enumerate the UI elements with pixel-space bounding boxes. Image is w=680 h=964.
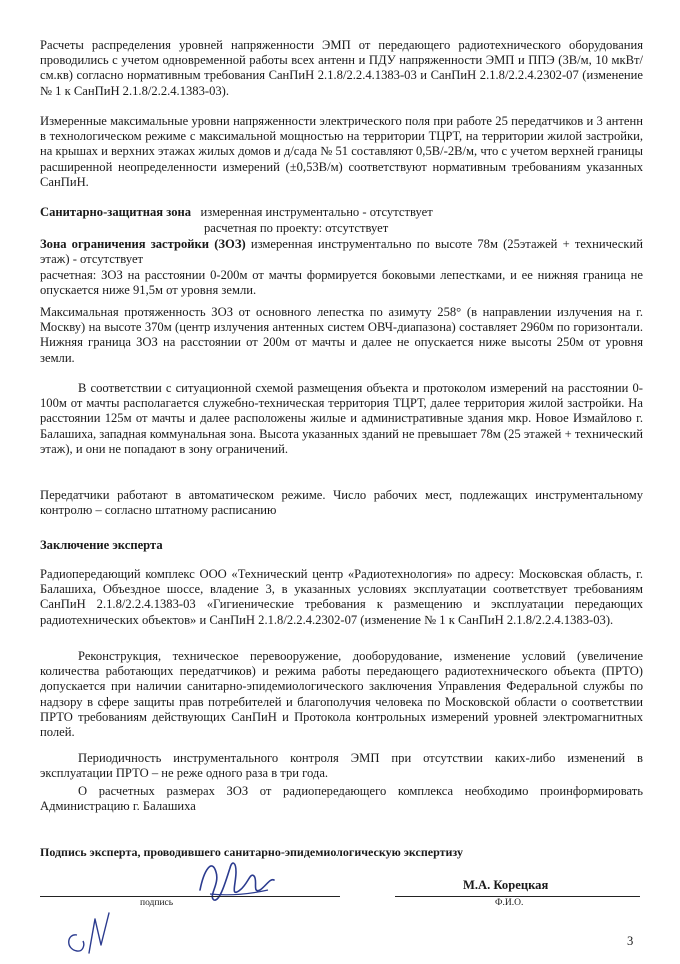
paragraph-periodicity: Периодичность инструментального контроля ЭМП при отсутствии каких-либо изменений в эксплуатации ПРТО – не реже одного раза в три года. bbox=[40, 751, 643, 781]
signature-sublabel: подпись bbox=[140, 898, 174, 908]
szz-measured: измеренная инструментально - отсутствует bbox=[200, 205, 433, 219]
paragraph-reconstruction: Реконструкция, техническое перевооружение, дооборудование, изменение условий (увеличение количества работающих передатчиков) и режима работы передающего радиотехнического объекта (ПРТО) допускается при наличии санитарно-эпидемиологического заключения Управления Федеральной службы по надзору в сфере защиты прав потребителей и благополучия человека по Московской области о соответствии ПРТО требованиям действующих СанПиН и Протокола контрольных измерений уровней электромагнитных полей. bbox=[40, 649, 643, 740]
signature-caption: Подпись эксперта, проводившего санитарно-эпидемиологическую экспертизу bbox=[40, 845, 463, 859]
paragraph-measured-levels: Измеренные максимальные уровни напряженности электрического поля при работе 25 передатчиков и 3 антенн в технологическом режиме с максимальной мощностью на территории ТЦРТ, на территории жилой застройки, на крышах и верхних этажах жилых домов и д/сада № 51 составляют 0,5В/-2В/м, что с учетом верхней границы расширенной неопределенности измерений (±0,53В/м) соответствуют нормативным требованиям указанных СанПиН. bbox=[40, 114, 643, 189]
szz-line bbox=[40, 205, 643, 220]
initials-mark bbox=[55, 905, 115, 960]
signature-line bbox=[40, 896, 340, 897]
zoz-label: Зона ограничения застройки (ЗОЗ) bbox=[40, 237, 246, 251]
szz-project-line: расчетная по проекту: отсутствует bbox=[204, 221, 389, 235]
expert-name: М.А. Корецкая bbox=[463, 878, 549, 892]
paragraph-situational-scheme: В соответствии с ситуационной схемой размещения объекта и протоколом измерений на расстоянии 0-100м от мачты располагается служебно-техническая территория ТЦРТ, далее территория жилой застройки. На расстоянии 125м от мачты и далее расположены жилые и административные здания мкр. Новое Измайлово г. Балашиха, западная коммунальная зона. Высота указанных зданий не превышает 78м (25 этажей + технический этаж), и они не попадают в зону ограничений. bbox=[40, 381, 643, 456]
handwritten-signature bbox=[190, 850, 280, 910]
zoz-paragraph bbox=[40, 237, 643, 267]
page-number: 3 bbox=[627, 934, 634, 948]
zoz-calculated: расчетная: ЗОЗ на расстоянии 0-200м от мачты формируется боковыми лепестками, и ее нижняя граница не опускается ниже 91,5м от уровня земли. bbox=[40, 268, 643, 298]
zoz-measured: измеренная инструментально по высоте 78м (25этажей + технический этаж) - отсутствует bbox=[40, 237, 643, 267]
paragraph-calculations: Расчеты распределения уровней напряженности ЭМП от передающего радиотехнического оборудования проводились с учетом одновременной работы всех антенн и ПДУ напряженности ЭМП и ППЭ (3В/м, 10 мкВт/см.кв) согласно нормативным требования СанПиН 2.1.8/2.2.4.1383-03 и СанПиН 2.1.8/2.2.4.2302-07 (изменение № 1 к СанПиН 2.1.8/2.2.4.1383-03). bbox=[40, 38, 643, 98]
szz-label: Санитарно-защитная зона bbox=[40, 205, 192, 219]
conclusion-heading: Заключение эксперта bbox=[40, 538, 163, 552]
paragraph-transmitters: Передатчики работают в автоматическом режиме. Число рабочих мест, подлежащих инструментальному контролю – согласно штатному расписанию bbox=[40, 488, 643, 518]
fio-line bbox=[395, 896, 640, 897]
fio-sublabel: Ф.И.О. bbox=[495, 898, 524, 908]
paragraph-inform: О расчетных размерах ЗОЗ от радиопередающего комплекса необходимо проинформировать Администрацию г. Балашиха bbox=[40, 784, 643, 814]
zoz-max-extent: Максимальная протяженность ЗОЗ от основного лепестка по азимуту 258° (в направлении излучения на г. Москву) на высоте 370м (центр излучения антенных систем ОВЧ-диапазона) составляет 2960м по горизонтали. Нижняя граница ЗОЗ на расстоянии от 200м от мачты и далее не опускается ниже высоты 250м от уровня земли. bbox=[40, 305, 643, 365]
paragraph-conclusion: Радиопередающий комплекс ООО «Технический центр «Радиотехнология» по адресу: Московская область, г. Балашиха, Объездное шоссе, владение 3, в указанных условиях эксплуатации соответствует требованиям СанПиН 2.1.8/2.2.4.1383-03 «Гигиенические требования к размещению и эксплуатации передающих радиотехнических объектов» и СанПиН 2.1.8/2.2.4.2302-07 (изменение № 1 к СанПиН 2.1.8/2.2.4.1383-03). bbox=[40, 567, 643, 627]
